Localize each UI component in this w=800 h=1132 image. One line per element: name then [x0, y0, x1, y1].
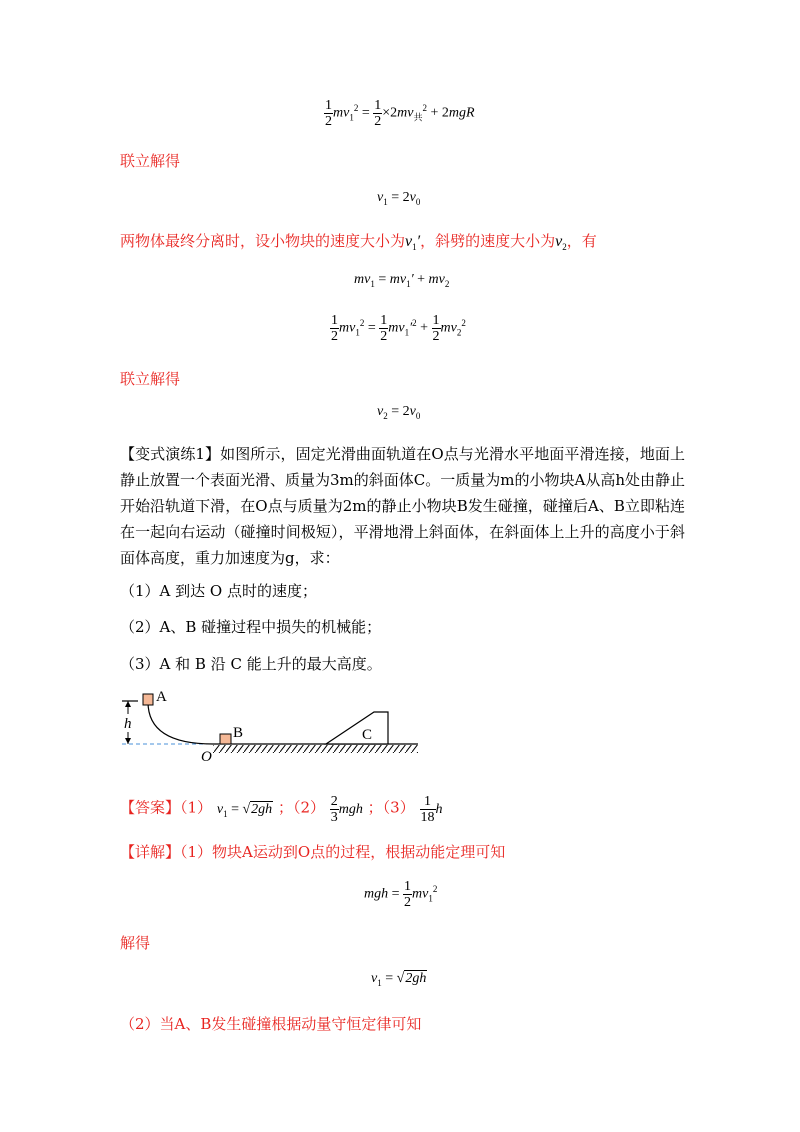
- question-1: （1）A 到达 O 点时的速度；: [120, 582, 317, 600]
- velocity-result-3: $v_1 = √2gh$: [371, 971, 427, 988]
- problem-title: 【变式演练1】: [120, 445, 221, 463]
- problem-statement: [120, 441, 685, 571]
- label-b: B: [233, 725, 244, 741]
- height-arrow-down-head: [125, 738, 131, 744]
- label-c: C: [362, 727, 373, 743]
- solve-label-2: 联立解得: [120, 370, 181, 388]
- solve-label-3: 解得: [120, 934, 151, 952]
- label-h: h: [124, 716, 132, 732]
- question-3: （3）A 和 B 沿 C 能上升的最大高度。: [120, 655, 382, 673]
- block-a: [143, 694, 153, 705]
- block-b: [220, 734, 231, 744]
- ground-hatch: [213, 745, 418, 753]
- label-o: O: [201, 749, 212, 765]
- kinetic-energy-equation: mgh = $\frac{1}{2}$ $mv_1^2$: [364, 879, 438, 910]
- separation-text: 两物体最终分离时，设小物块的速度大小为$v_1'$，斜劈的速度大小为$v_2$，有: [120, 232, 597, 253]
- physics-diagram: [118, 688, 423, 768]
- curved-track: [148, 702, 213, 744]
- velocity-result-2: $v_2 = 2v_0$: [377, 404, 421, 421]
- answer-line: 【答案】（1） $v_1 = √2gh$ ；（2） $\frac{2}{3}$ mgh ；（3） $\frac{1}{18}$ h: [120, 794, 443, 825]
- part-2-line: （2）当A、B发生碰撞根据动量守恒定律可知: [120, 1015, 422, 1033]
- question-2: （2）A、B 碰撞过程中损失的机械能；: [120, 618, 382, 636]
- wedge-c: [326, 712, 388, 744]
- energy-equation-1: $\frac{1}{2}$ $mv_1^2$ = $\frac{1}{2}$ $\times 2mv_共^2 + 2mgR$: [325, 98, 475, 129]
- detail-line: 【详解】（1）物块A运动到O点的过程，根据动能定理可知: [120, 843, 506, 861]
- solve-label-1: 联立解得: [120, 152, 181, 170]
- detail-label: 【详解】: [120, 843, 181, 861]
- label-a: A: [156, 689, 167, 705]
- problem-text: 如图所示，固定光滑曲面轨道在O点与光滑水平地面平滑连接，地面上静止放置一个表面光滑、质量为3m的斜面体C。一质量为m的小物块A从高h处由静止开始沿轨道下滑，在O点与质量为2m的静止小物块B发生碰撞，碰撞后A、B立即粘连在一起向右运动（碰撞时间极短），平滑地滑上斜面体，在斜面体上上升的高度小于斜面体高度，重力加速度为g，求：: [120, 445, 685, 567]
- height-arrow-up-head: [125, 701, 131, 707]
- momentum-equation: $mv_1 = mv_1' + mv_2$: [354, 272, 450, 289]
- velocity-result-1: $v_1 = 2v_0$: [377, 190, 421, 207]
- energy-equation-2: $\frac{1}{2}$ $mv_1^2$ = $\frac{1}{2}$ $mv_1'^2$ + $\frac{1}{2}$ $mv_2^2$: [331, 313, 466, 344]
- answer-label: 【答案】: [120, 798, 181, 817]
